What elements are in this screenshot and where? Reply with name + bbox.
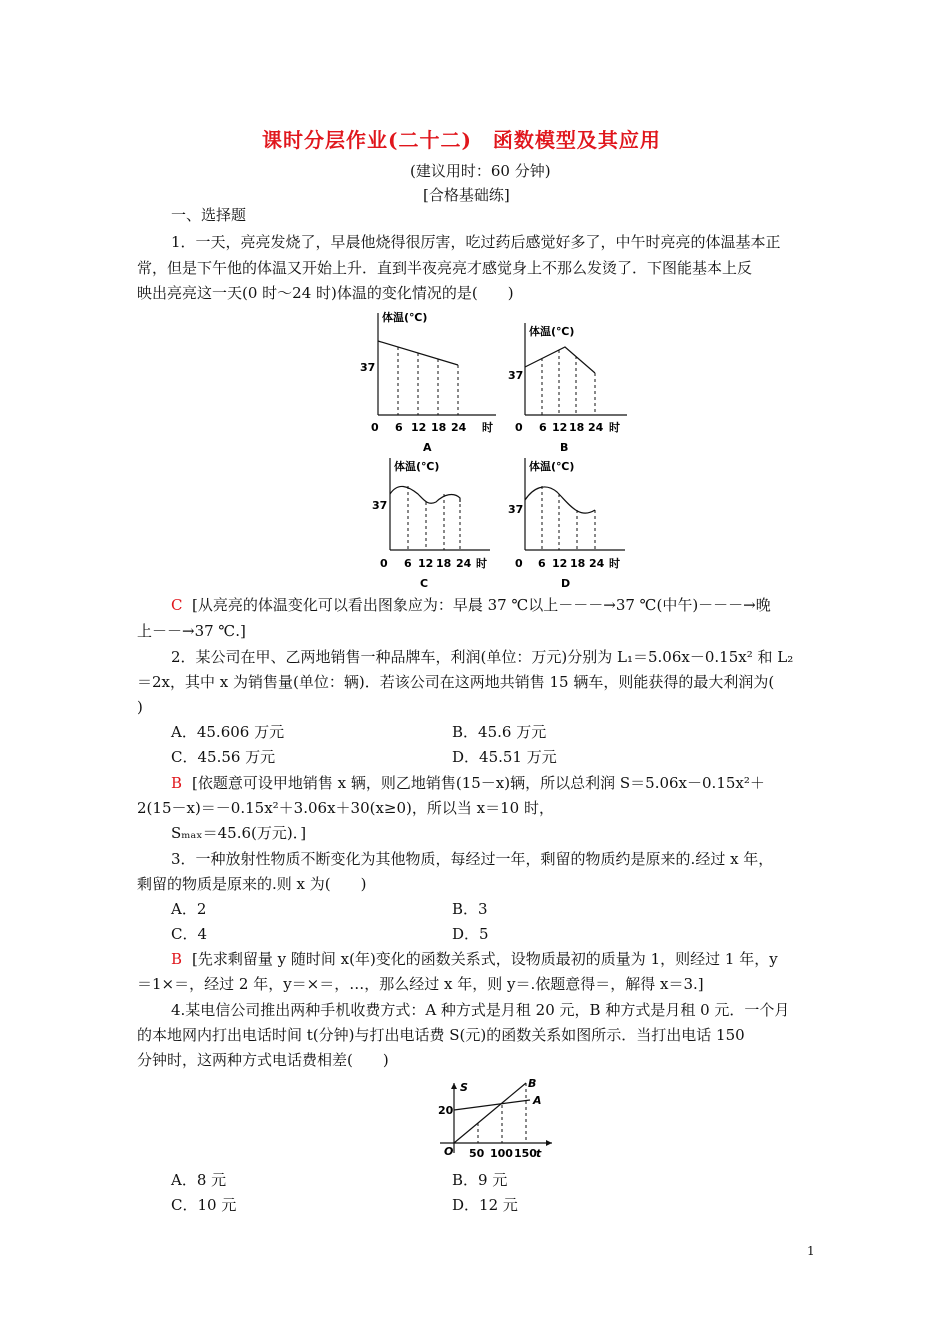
level-label: [合格基础练] — [423, 186, 510, 204]
q4-option-a: A．8 元 — [171, 1171, 227, 1189]
graph-b-tick-24: 24 — [588, 421, 604, 434]
q3-line1: 3．一种放射性物质不断变化为其他物质，每经过一年，剩留的物质约是原来的.经过 x 年， — [171, 850, 774, 868]
q4-line-a — [454, 1100, 530, 1110]
q4-option-b: B．9 元 — [452, 1171, 508, 1189]
q3-exp2: ＝1×＝，经过 2 年，y＝×＝，…，那么经过 x 年，则 y＝.依题意得＝，解得 x＝3.] — [137, 975, 704, 993]
graph-c-label: C — [420, 577, 429, 590]
q2-option-d: D．45.51 万元 — [452, 748, 557, 766]
graph-d-label: D — [561, 577, 571, 590]
graph-d-x-unit: 时 — [609, 557, 620, 570]
q2-option-a: A．45.606 万元 — [171, 723, 285, 741]
graph-d-tick-12: 12 — [552, 557, 568, 570]
graph-b-ylabel: 体温(℃) — [529, 325, 575, 338]
graph-a-ylabel: 体温(℃) — [382, 311, 428, 324]
q1-exp2: 上－－→37 ℃.] — [137, 622, 246, 640]
graph-d-curve — [525, 487, 595, 513]
graph-b-tick-6: 6 — [539, 421, 547, 434]
q3-answer: B — [171, 950, 183, 968]
graph-c-curve — [390, 486, 460, 503]
q4-line1: 4.某电信公司推出两种手机收费方式：A 种方式是月租 20 元，B 种方式是月租 0 元．一个月 — [171, 1001, 790, 1019]
graph-d-y37: 37 — [508, 503, 524, 516]
q3-option-b: B．3 — [452, 900, 488, 918]
graph-c-tick-18: 18 — [436, 557, 452, 570]
q2-exp3: Sₘₐₓ＝45.6(万元)．] — [171, 824, 307, 842]
graph-c-ylabel: 体温(℃) — [394, 460, 440, 473]
q4-ylabel: S — [460, 1081, 468, 1094]
q1-line2: 常，但是下午他的体温又开始上升．直到半夜亮亮才感觉身上不那么发烫了．下图能基本上反 — [137, 259, 753, 277]
q4-label-a: A — [533, 1094, 542, 1107]
q2-line3: ) — [137, 698, 143, 716]
q4-tick-100: 100 — [490, 1147, 513, 1160]
graph-a-tick-24: 24 — [451, 421, 467, 434]
q1-line3: 映出亮亮这一天(0 时～24 时)体温的变化情况的是( ) — [137, 284, 514, 302]
q2-line2: ＝2x，其中 x 为销售量(单位：辆)．若该公司在这两地共销售 15 辆车，则能获得的最大利润为( — [137, 673, 775, 691]
q4-y20: 20 — [438, 1104, 454, 1117]
graph-a-tick-18: 18 — [431, 421, 447, 434]
graph-c-tick-0: 0 — [380, 557, 388, 570]
graph-c-tick-12: 12 — [418, 557, 434, 570]
q2-answer: B — [171, 774, 183, 792]
graph-b-tick-12: 12 — [552, 421, 568, 434]
graph-c-tick-24: 24 — [456, 557, 472, 570]
q3-option-a: A．2 — [171, 900, 207, 918]
q3-option-d: D．5 — [452, 925, 489, 943]
q3-line2: 剩留的物质是原来的.则 x 为( ) — [137, 875, 367, 893]
page-title: 课时分层作业(二十二) 函数模型及其应用 — [262, 128, 661, 152]
q2-option-b: B．45.6 万元 — [452, 723, 547, 741]
graph-b-label: B — [560, 441, 569, 454]
graph-c-y37: 37 — [372, 499, 388, 512]
section-heading: 一、选择题 — [171, 206, 247, 224]
q4-tick-50: 50 — [469, 1147, 485, 1160]
q4-line2: 的本地网内打出电话时间 t(分钟)与打出电话费 S(元)的函数关系如图所示．当打出电话 150 — [137, 1026, 745, 1044]
q2-option-c: C．45.56 万元 — [171, 748, 276, 766]
q2-line1: 2．某公司在甲、乙两地销售一种品牌车，利润(单位：万元)分别为 L₁＝5.06x－0.15x² 和 L₂ — [171, 648, 794, 666]
q4-graph — [430, 1075, 560, 1165]
q2-exp1: [依题意可设甲地销售 x 辆，则乙地销售(15－x)辆，所以总利润 S＝5.06x－0.15x²＋ — [192, 774, 765, 792]
graph-d-tick-24: 24 — [589, 557, 605, 570]
graph-b-y37: 37 — [508, 369, 524, 382]
q1-graphs — [350, 305, 640, 590]
graph-c — [372, 458, 490, 590]
graph-a-tick-6: 6 — [395, 421, 403, 434]
graph-d-ylabel: 体温(℃) — [529, 460, 575, 473]
graph-a — [360, 310, 496, 454]
q4-option-d: D．12 元 — [452, 1196, 518, 1214]
q3-exp1: [先求剩留量 y 随时间 x(年)变化的函数关系式，设物质最初的质量为 1，则经过 1 年，y — [192, 950, 778, 968]
graph-a-x-unit: 时 — [482, 421, 493, 434]
graph-b-tick-0: 0 — [515, 421, 523, 434]
graph-b-tick-18: 18 — [569, 421, 585, 434]
q4-label-b: B — [528, 1077, 537, 1090]
graph-c-tick-6: 6 — [404, 557, 412, 570]
time-hint: (建议用时：60 分钟) — [410, 162, 551, 180]
q1-line1: 1．一天，亮亮发烧了，早晨他烧得很厉害，吃过药后感觉好多了，中午时亮亮的体温基本正 — [171, 233, 781, 251]
q4-line3: 分钟时，这两种方式电话费相差( ) — [137, 1051, 389, 1069]
graph-a-tick-12: 12 — [411, 421, 427, 434]
graph-b-x-unit: 时 — [609, 421, 620, 434]
graph-c-x-unit: 时 — [476, 557, 487, 570]
q1-answer: C — [171, 596, 183, 614]
q2-exp2: 2(15－x)＝－0.15x²＋3.06x＋30(x≥0)，所以当 x＝10 时， — [137, 799, 554, 817]
page-number: 1 — [807, 1244, 815, 1258]
graph-d — [508, 458, 625, 590]
graph-d-tick-0: 0 — [515, 557, 523, 570]
q3-option-c: C．4 — [171, 925, 208, 943]
graph-b-curve — [525, 347, 595, 373]
q1-exp1: [从亮亮的体温变化可以看出图象应为：早晨 37 ℃以上－－－→37 ℃(中午)－－－→晚 — [192, 596, 771, 614]
graph-a-y37: 37 — [360, 361, 376, 374]
q4-origin: O — [444, 1145, 454, 1158]
graph-d-tick-18: 18 — [570, 557, 586, 570]
q4-option-c: C．10 元 — [171, 1196, 237, 1214]
q4-xlabel: t — [536, 1147, 542, 1160]
q4-tick-150: 150 — [514, 1147, 537, 1160]
graph-b — [508, 323, 627, 454]
graph-a-tick-0: 0 — [371, 421, 379, 434]
graph-d-tick-6: 6 — [538, 557, 546, 570]
graph-a-label: A — [423, 441, 432, 454]
